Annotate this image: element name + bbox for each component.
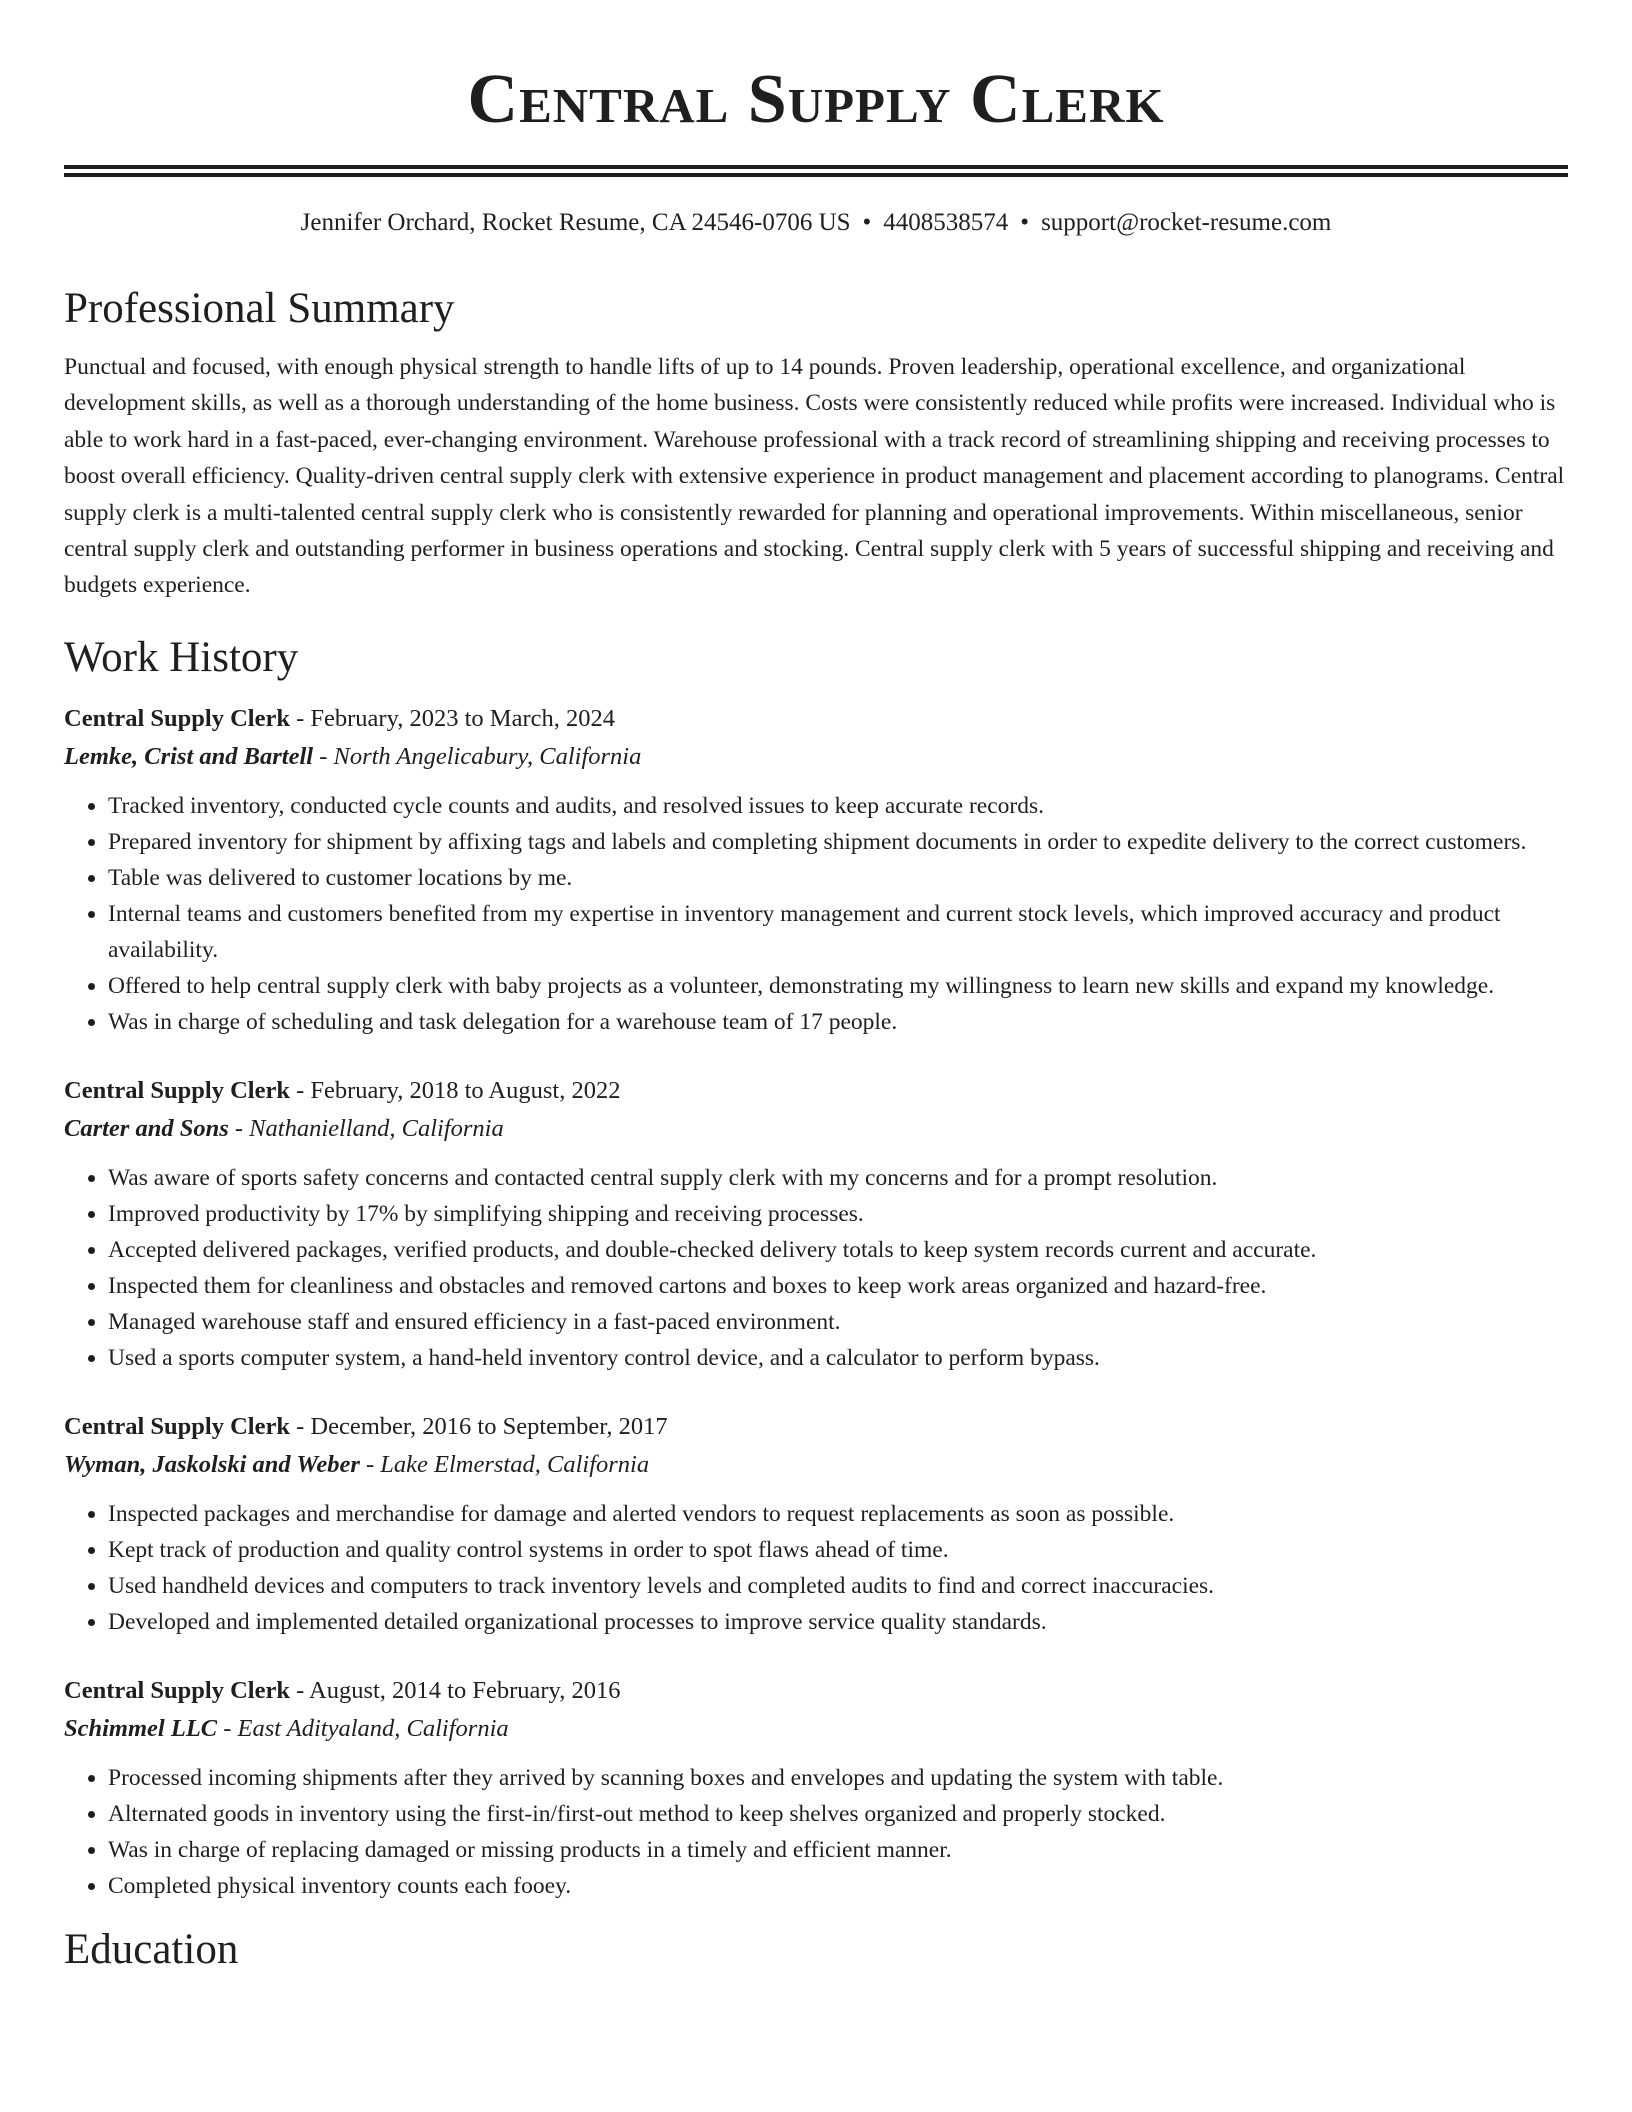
- contact-phone: 4408538574: [883, 209, 1009, 236]
- job-bullets: [64, 1760, 1568, 1904]
- title-divider-top: [64, 165, 1568, 169]
- job-company-line: [64, 1710, 1568, 1748]
- education-heading: Education: [64, 1925, 239, 1973]
- contact-separator: •: [1020, 209, 1030, 236]
- job-bullet: • Was aware of sports safety concerns and contacted central supply clerk with my concerns and for a prompt resolution.: [108, 1160, 1568, 1196]
- title-divider-bottom: [64, 173, 1568, 177]
- job-bullet: • Kept track of production and quality control systems in order to spot flaws ahead of time.: [108, 1532, 1568, 1568]
- job-dates: - August, 2014 to February, 2016: [289, 1676, 621, 1704]
- job-title-line: [64, 700, 1568, 738]
- job-bullet: • Accepted delivered packages, verified products, and double-checked delivery totals to keep system records current and accurate.: [108, 1232, 1568, 1268]
- job-dates: - February, 2018 to August, 2022: [289, 1076, 621, 1104]
- job-bullet: • Improved productivity by 17% by simplifying shipping and receiving processes.: [108, 1196, 1568, 1232]
- job-location: - Nathanielland, California: [228, 1114, 504, 1142]
- job-title-line: [64, 1408, 1568, 1446]
- contact-separator: •: [862, 209, 872, 236]
- job-bullet: • Alternated goods in inventory using the first-in/first-out method to keep shelves organized and properly stocked.: [108, 1796, 1568, 1832]
- job-company-line: [64, 1446, 1568, 1484]
- contact-line: [64, 207, 1568, 239]
- job-title-line: [64, 1672, 1568, 1710]
- job-company-line: [64, 1110, 1568, 1148]
- job-title: Central Supply Clerk: [64, 1076, 290, 1104]
- job-entry: [64, 700, 1568, 1040]
- job-dates: - February, 2023 to March, 2024: [289, 704, 615, 732]
- summary-heading: Professional Summary: [64, 285, 455, 332]
- job-entry: [64, 1672, 1568, 1904]
- job-bullet: • Internal teams and customers benefited from my expertise in inventory management and current stock levels, which improved accuracy and product availability.: [108, 896, 1568, 968]
- job-bullet: • Offered to help central supply clerk with baby projects as a volunteer, demonstrating my willingness to learn new skills and expand my knowledge.: [108, 968, 1568, 1004]
- job-location: - East Adityaland, California: [217, 1714, 509, 1742]
- job-bullet: • Inspected them for cleanliness and obstacles and removed cartons and boxes to keep work areas organized and hazard-free.: [108, 1268, 1568, 1304]
- job-location: - Lake Elmerstad, California: [359, 1450, 650, 1478]
- job-company: Wyman, Jaskolski and Weber: [64, 1450, 360, 1478]
- job-bullet: • Table was delivered to customer locations by me.: [108, 860, 1568, 896]
- job-title: Central Supply Clerk: [64, 1676, 290, 1704]
- work-history-list: [64, 700, 1568, 1904]
- job-entry: [64, 1408, 1568, 1640]
- job-entry: [64, 1072, 1568, 1376]
- job-bullet: • Was in charge of replacing damaged or missing products in a timely and efficient manner.: [108, 1832, 1568, 1868]
- job-location: - North Angelicabury, California: [313, 742, 642, 770]
- work-history-heading: Work History: [64, 633, 299, 681]
- job-bullet: • Prepared inventory for shipment by affixing tags and labels and completing shipment documents in order to expedite delivery to the correct customers.: [108, 824, 1568, 860]
- job-bullets: [64, 1496, 1568, 1640]
- job-company: Carter and Sons: [64, 1114, 229, 1142]
- job-bullet: • Tracked inventory, conducted cycle counts and audits, and resolved issues to keep accurate records.: [108, 788, 1568, 824]
- contact-address: Jennifer Orchard, Rocket Resume, CA 24546-0706 US: [300, 209, 851, 236]
- job-company-line: [64, 738, 1568, 776]
- job-bullet: • Inspected packages and merchandise for damage and alerted vendors to request replacements as soon as possible.: [108, 1496, 1568, 1532]
- job-dates: - December, 2016 to September, 2017: [289, 1412, 668, 1440]
- job-bullet: • Was in charge of scheduling and task delegation for a warehouse team of 17 people.: [108, 1004, 1568, 1040]
- contact-email: support@rocket-resume.com: [1041, 209, 1332, 236]
- job-company: Schimmel LLC: [64, 1714, 218, 1742]
- job-bullet: • Used handheld devices and computers to track inventory levels and completed audits to find and correct inaccuracies.: [108, 1568, 1568, 1604]
- summary-text: Punctual and focused, with enough physical strength to handle lifts of up to 14 pounds. Proven leadership, operational excellence, and organizational development skills, as well as a thorough understanding of the home business. Costs were consistently reduced while profits were increased. Individual who is able to work hard in a fast-paced, ever-changing environment. Warehouse professional with a track record of streamlining shipping and receiving processes to boost overall efficiency. Quality-driven central supply clerk with extensive experience in product management and placement according to planograms. Central supply clerk is a multi-talented central supply clerk who is consistently rewarded for planning and operational improvements. Within miscellaneous, senior central supply clerk and outstanding performer in business operations and stocking. Central supply clerk with 5 years of successful shipping and receiving and budgets experience.: [64, 354, 1565, 599]
- job-bullet: • Developed and implemented detailed organizational processes to improve service quality standards.: [108, 1604, 1568, 1640]
- job-company: Lemke, Crist and Bartell: [64, 742, 314, 770]
- job-title: Central Supply Clerk: [64, 1412, 290, 1440]
- job-bullet: • Managed warehouse staff and ensured efficiency in a fast-paced environment.: [108, 1304, 1568, 1340]
- job-bullet: • Completed physical inventory counts each fooey.: [108, 1868, 1568, 1904]
- job-title: Central Supply Clerk: [64, 704, 290, 732]
- job-bullet: • Processed incoming shipments after they arrived by scanning boxes and envelopes and updating the system with table.: [108, 1760, 1568, 1796]
- job-bullets: [64, 1160, 1568, 1376]
- resume-title: Central Supply Clerk: [467, 61, 1165, 138]
- job-bullet: • Used a sports computer system, a hand-held inventory control device, and a calculator to perform bypass.: [108, 1340, 1568, 1376]
- job-bullets: [64, 788, 1568, 1040]
- job-title-line: [64, 1072, 1568, 1110]
